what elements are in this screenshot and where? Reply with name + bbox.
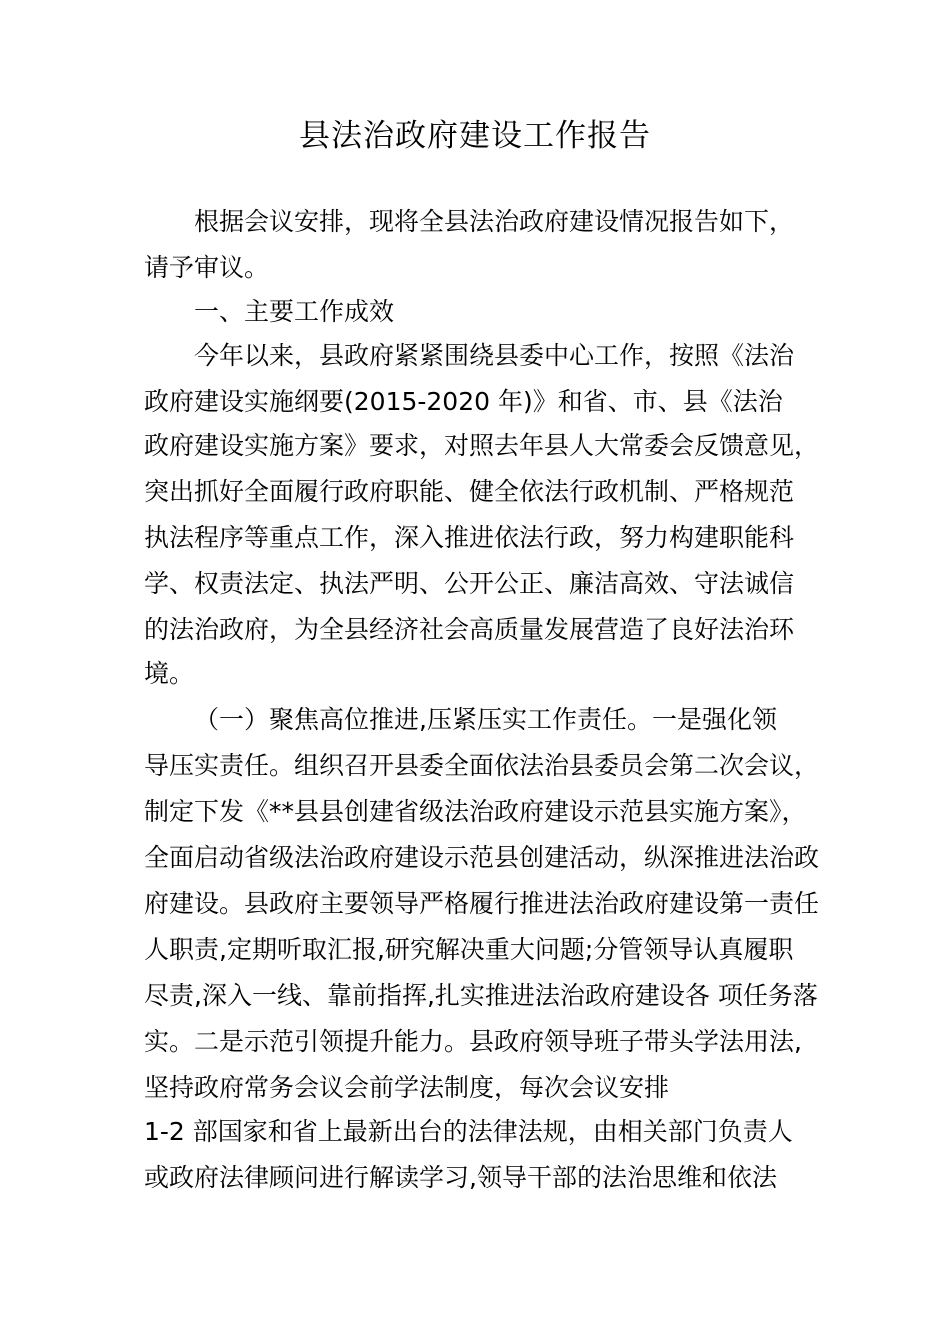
- body-line: 的法治政府，为全县经济社会高质量发展营造了良好法治环: [144, 615, 795, 644]
- body-line: 请予审议。: [144, 253, 270, 282]
- body-line: 制定下发《**县县创建省级法治政府建设示范县实施方案》，: [144, 797, 807, 826]
- body-line: 今年以来，县政府紧紧围绕县委中心工作，按照《法治: [194, 341, 795, 370]
- body-line: 全面启动省级法治政府建设示范县创建活动，纵深推进法治政: [144, 843, 820, 872]
- body-line: 尽责,深入一线、靠前指挥,扎实推进法治政府建设各 项任务落: [144, 981, 818, 1010]
- body-line: 实。二是示范引领提升能力。县政府领导班子带头学法用法,: [144, 1027, 802, 1056]
- body-line: 1-2 部国家和省上最新出台的法律法规，由相关部门负责人: [144, 1117, 793, 1146]
- body-line: 根据会议安排，现将全县法治政府建设情况报告如下，: [194, 207, 795, 236]
- body-line: 学、权责法定、执法严明、公开公正、廉洁高效、守法诚信: [144, 569, 795, 598]
- body-line: 人职责,定期听取汇报,研究解决重大问题;分管领导认真履职: [144, 935, 794, 964]
- section-heading: 一、主要工作成效: [194, 297, 395, 326]
- body-line: 政府建设实施纲要(2015-2020 年)》和省、市、县《法治: [144, 387, 783, 416]
- body-line: 突出抓好全面履行政府职能、健全依法行政机制、严格规范: [144, 477, 795, 506]
- body-line: 导压实责任。组织召开县委全面依法治县委员会第二次会议，: [144, 751, 820, 780]
- document-title: 县法治政府建设工作报告: [299, 118, 651, 154]
- body-line: 坚持政府常务会议会前学法制度，每次会议安排: [144, 1073, 670, 1102]
- body-line: 境。: [144, 659, 195, 688]
- body-line: 执法程序等重点工作，深入推进依法行政，努力构建职能科: [144, 523, 795, 552]
- body-line: 府建设。县政府主要领导严格履行推进法治政府建设第一责任: [144, 889, 820, 918]
- body-line: 政府建设实施方案》要求，对照去年县人大常委会反馈意见，: [144, 431, 820, 460]
- body-line: 或政府法律顾问进行解读学习,领导干部的法治思维和依法: [144, 1163, 777, 1192]
- subsection-line: （一）聚焦高位推进,压紧压实工作责任。一是强化领: [194, 705, 777, 734]
